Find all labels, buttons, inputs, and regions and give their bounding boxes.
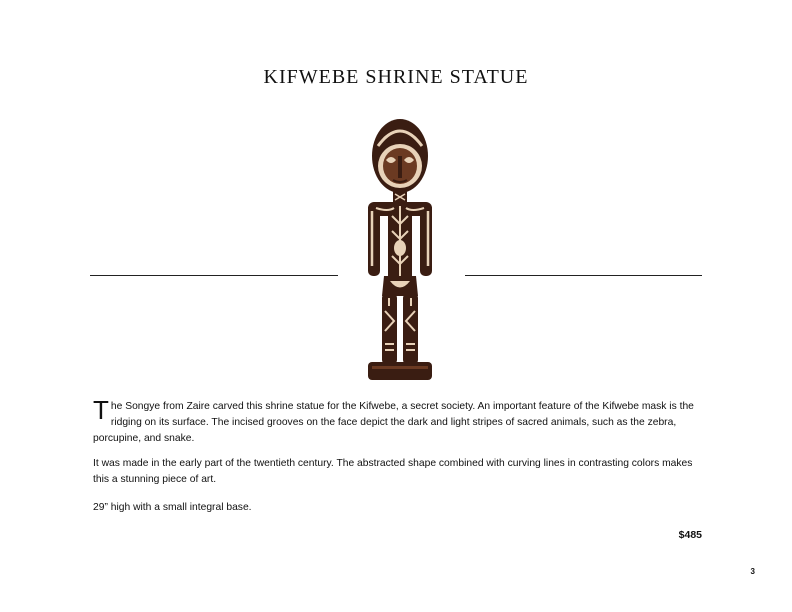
page-number: 3: [750, 567, 755, 576]
dimensions-text: 29” high with a small integral base.: [93, 502, 252, 513]
paragraph-1-text: he Songye from Zaire carved this shrine statue for the Kifwebe, a secret society. An important feature of the Kifwebe mask is the ridging on its surface. The incised grooves on the face depict the dark and light stripes of sacred animals, such as the zebra, porcupine, and snake.: [93, 401, 694, 444]
kifwebe-statue-image: [360, 116, 440, 382]
description-paragraph-2: It was made in the early part of the twentieth century. The abstracted shape combined with curving lines in contrasting colors makes this a stunning piece of art.: [93, 458, 693, 485]
divider-right: [465, 275, 702, 276]
price: $485: [678, 529, 702, 541]
description-paragraph-1: [93, 395, 708, 447]
drop-cap: T: [93, 395, 109, 425]
divider-left: [90, 275, 338, 276]
page-title: KIFWEBE SHRINE STATUE: [263, 66, 529, 88]
